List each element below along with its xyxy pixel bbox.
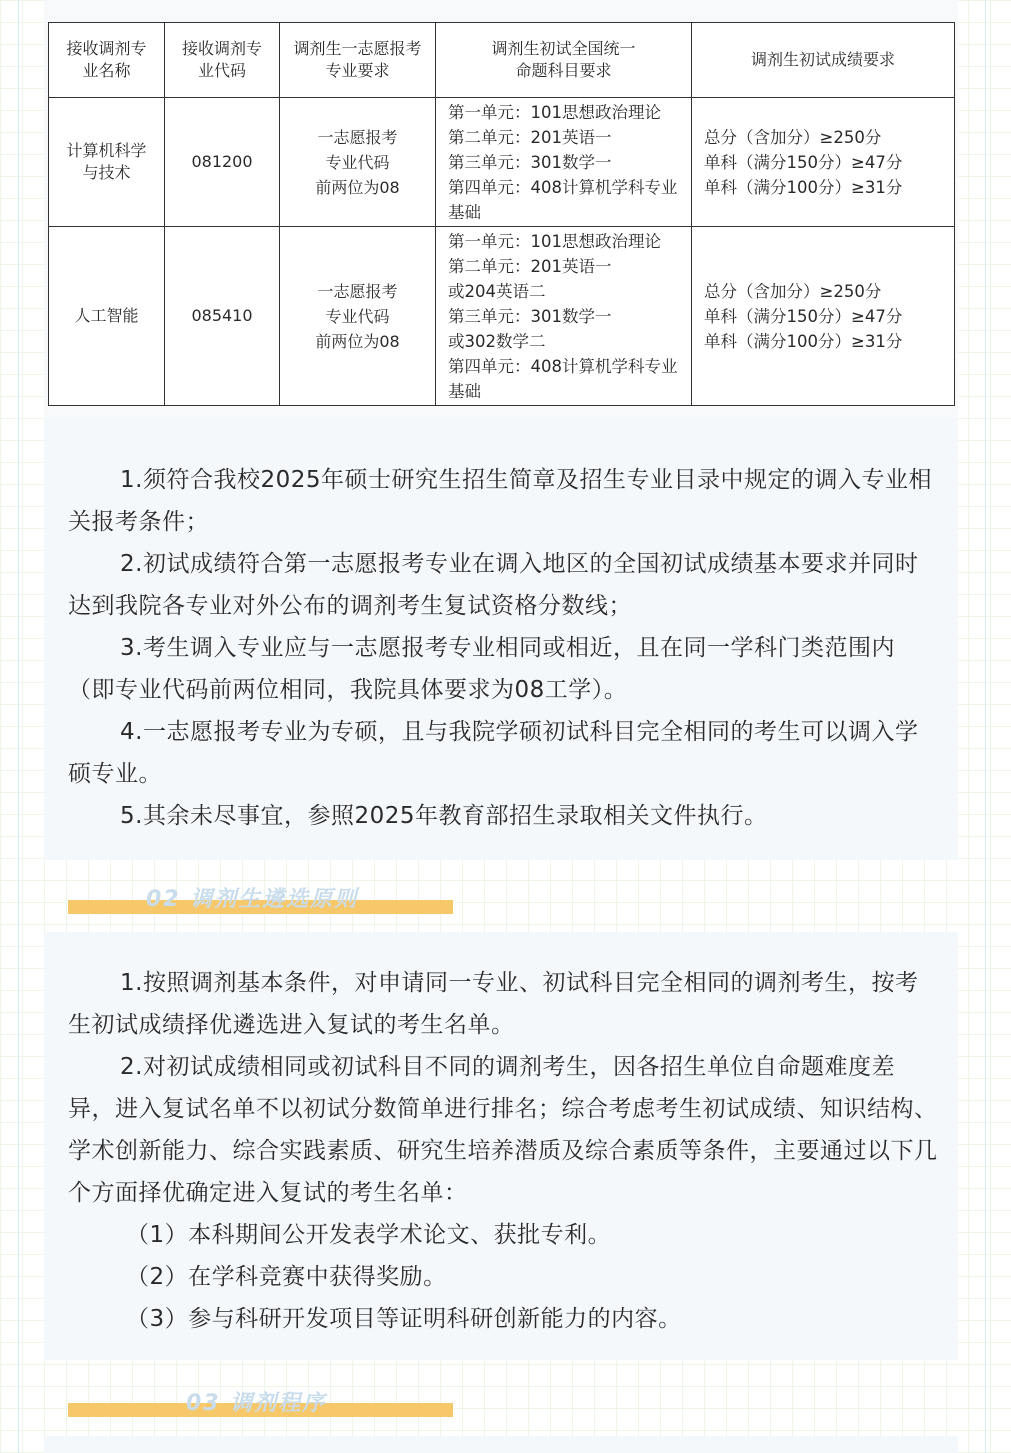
condition-item: 1.须符合我校2025年硕士研究生招生简章及招生专业目录中规定的调入专业相关报考条件； xyxy=(68,467,932,535)
section-3-title: 03 调剂程序 xyxy=(186,1391,327,1416)
table-header-row xyxy=(49,23,955,98)
cell-subjects: 第一单元：101思想政治理论 第二单元：201英语一 第三单元：301数学一 第四单元：408计算机学科专业基础 xyxy=(436,98,692,227)
table-row xyxy=(49,98,955,227)
condition-item: 2.初试成绩符合第一志愿报考专业在调入地区的全国初试成绩基本要求并同时达到我院各专业对外公布的调剂考生复试资格分数线； xyxy=(68,551,919,619)
selection-paragraph: 1.按照调剂基本条件，对申请同一专业、初试科目完全相同的调剂考生，按考生初试成绩择优遴选进入复试的考生名单。 xyxy=(68,970,919,1038)
condition-item: 3.考生调入专业应与一志愿报考专业相同或相近，且在同一学科门类范围内（即专业代码前两位相同，我院具体要求为08工学）。 xyxy=(68,635,895,703)
header-first-choice: 调剂生一志愿报考专业要求 xyxy=(280,23,436,98)
cell-code: 081200 xyxy=(165,98,280,227)
cell-scores: 总分（含加分）≥250分 单科（满分150分）≥47分 单科（满分100分）≥31分 xyxy=(692,98,955,227)
adjustment-table xyxy=(48,22,955,406)
conditions-text xyxy=(68,459,938,837)
condition-item: 4.一志愿报考专业为专硕，且与我院学硕初试科目完全相同的考生可以调入学硕专业。 xyxy=(68,719,919,787)
cell-subjects: 第一单元：101思想政治理论 第二单元：201英语一 或204英语二 第三单元：301数学一 或302数学二 第四单元：408计算机学科专业基础 xyxy=(436,227,692,406)
section-2-title: 02 调剂生遴选原则 xyxy=(146,887,359,912)
selection-text xyxy=(68,962,938,1340)
cell-code: 085410 xyxy=(165,227,280,406)
cell-major: 计算机科学与技术 xyxy=(49,98,165,227)
selection-paragraph: 2.对初试成绩相同或初试科目不同的调剂考生，因各招生单位自命题难度差异，进入复试名单不以初试分数简单进行排名；综合考虑考生初试成绩、知识结构、学术创新能力、综合实践素质、研究生培养潜质及综合素质等条件，主要通过以下几个方面择优确定进入复试的考生名单： xyxy=(68,1054,938,1206)
condition-item: 5.其余未尽事宜，参照2025年教育部招生录取相关文件执行。 xyxy=(120,803,768,829)
procedure-card xyxy=(44,1436,958,1453)
cell-first-choice: 一志愿报考 专业代码 前两位为08 xyxy=(280,98,436,227)
selection-item: （3）参与科研开发项目等证明科研创新能力的内容。 xyxy=(126,1306,682,1332)
cell-scores: 总分（含加分）≥250分 单科（满分150分）≥47分 单科（满分100分）≥31分 xyxy=(692,227,955,406)
selection-item: （1）本科期间公开发表学术论文、获批专利。 xyxy=(126,1222,612,1248)
cell-major: 人工智能 xyxy=(49,227,165,406)
header-major: 接收调剂专 业名称 xyxy=(49,23,165,98)
selection-item: （2）在学科竞赛中获得奖励。 xyxy=(126,1264,447,1290)
table-row xyxy=(49,227,955,406)
header-scores: 调剂生初试成绩要求 xyxy=(692,23,955,98)
header-subjects: 调剂生初试全国统一命题科目要求 xyxy=(436,23,692,98)
header-code: 接收调剂专业代码 xyxy=(165,23,280,98)
cell-first-choice: 一志愿报考 专业代码 前两位为08 xyxy=(280,227,436,406)
